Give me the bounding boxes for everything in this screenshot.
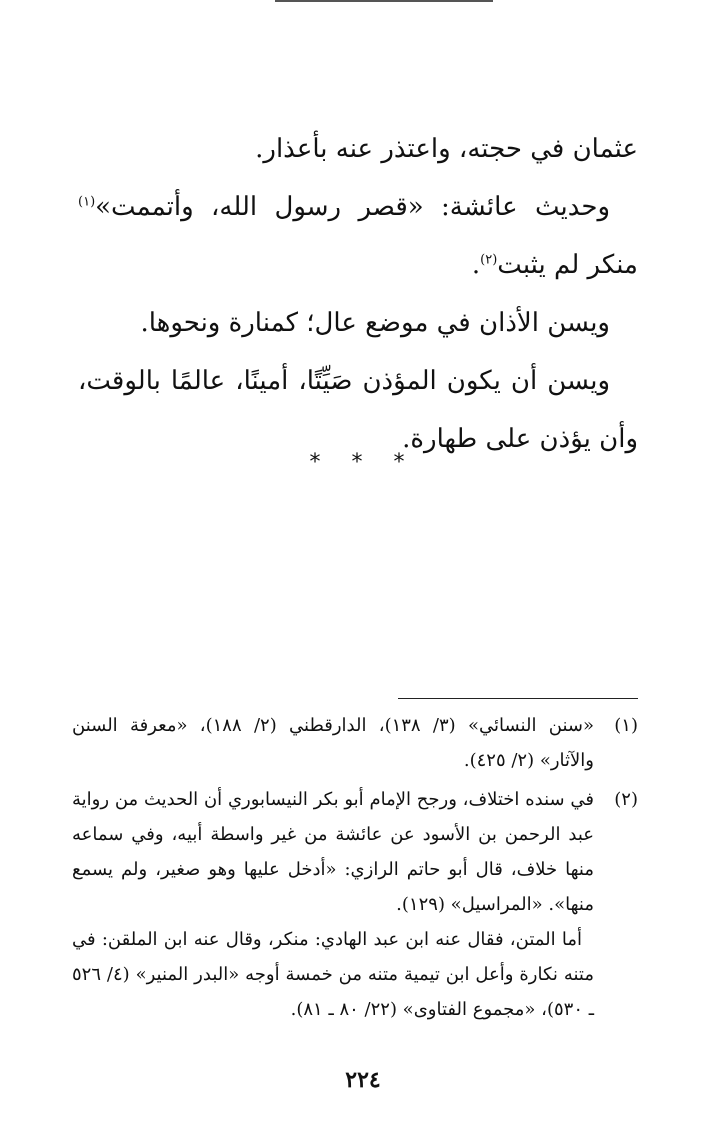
footnote-ref-1: (١): [78, 194, 96, 210]
paragraph-muadhin-traits: ويسن أن يكون المؤذن صَيِّتًا، أمينًا، عالمًا بالوقت، وأن يؤذن على طهارة.: [78, 366, 638, 454]
footnote-body: [72, 708, 594, 778]
footnote-text: في سنده اختلاف، ورجح الإمام أبو بكر النيسابوري أن الحديث من رواية عبد الرحمن بن الأسود عن عائشة من غير واسطة أبيه، وفي سماعه منها خلاف، قال أبو حاتم الرازي: «أدخل عليها وهو صغير، ولم يسمع منها». «المراسيل» (١٢٩).: [72, 789, 594, 915]
paragraph-aisha-hadith-text-2: منكر لم يثبت: [497, 250, 638, 280]
paragraph-aisha-hadith-text: وحديث عائشة: «قصر رسول الله، وأتممت»: [95, 192, 610, 222]
footnote-text: «سنن النسائي» (٣/ ١٣٨)، الدارقطني (٢/ ١٨٨)، «معرفة السنن والآثار» (٢/ ٤٢٥).: [72, 715, 594, 771]
footnote-rule: [398, 698, 638, 699]
footnotes: [72, 708, 638, 1031]
paragraph-continuation: عثمان في حجته، واعتذر عنه بأعذار.: [255, 134, 638, 164]
paragraph-aisha-hadith-end: .: [471, 250, 481, 280]
footnote-number: (١): [614, 715, 638, 736]
footnote-body: [72, 782, 594, 1027]
main-text: [78, 120, 638, 468]
footnote: [72, 782, 638, 1027]
footnote: [72, 708, 638, 778]
footnote-ref-2: (٢): [480, 252, 498, 268]
top-rule: [275, 0, 493, 2]
paragraph-adhan-place: ويسن الأذان في موضع عال؛ كمنارة ونحوها.: [140, 308, 610, 338]
footnote-text: أما المتن، فقال عنه ابن عبد الهادي: منكر، وقال عنه ابن الملقن: في متنه نكارة وأعل ابن تيمية متنه من خمسة أوجه «البدر المنير» (٤/ ٥٢٦ ـ ٥٣٠)، «مجموع الفتاوى» (٢٢/ ٨٠ ـ ٨١).: [72, 929, 594, 1020]
footnote-number: (٢): [614, 789, 638, 810]
section-separator: * * *: [309, 450, 417, 475]
page-number: ٢٢٤: [345, 1067, 381, 1093]
paragraph-aisha-hadith: [78, 178, 638, 294]
